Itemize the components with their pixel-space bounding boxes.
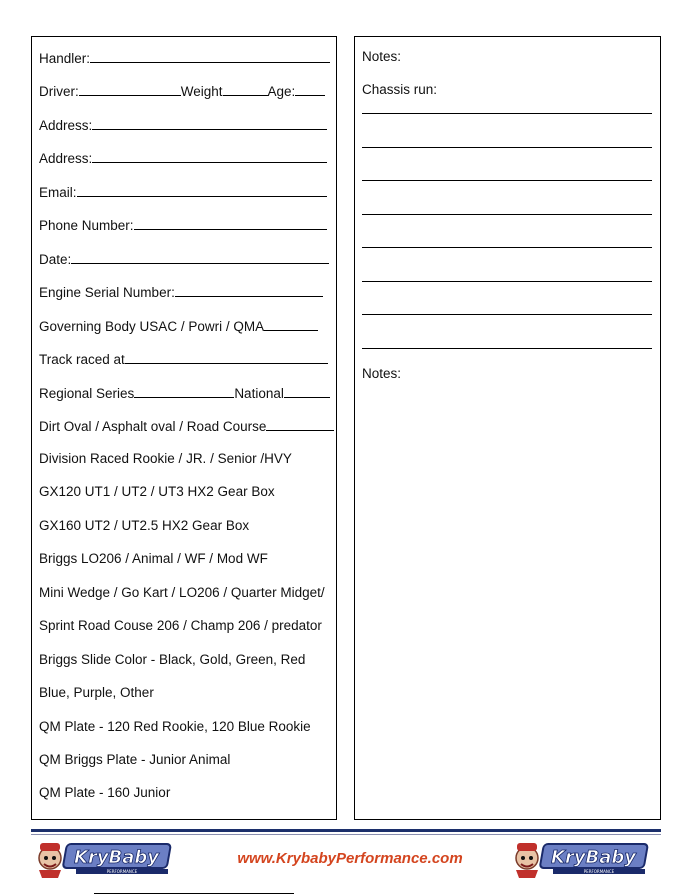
date-field <box>39 250 329 266</box>
handler-field <box>39 49 330 65</box>
notes-label: Notes: <box>362 49 402 64</box>
field-label: Driver: <box>39 84 79 99</box>
chassis-line[interactable] <box>362 348 652 349</box>
address-field <box>39 149 327 165</box>
phone-field <box>39 216 327 232</box>
field-label: Dirt Oval / Asphalt oval / Road Course <box>39 419 267 434</box>
slide-color-line: Briggs Slide Color - Black, Gold, Green, Red <box>39 652 306 667</box>
logo-text: KryBaby <box>551 847 637 868</box>
driver-info-panel <box>31 36 337 820</box>
blank-line[interactable] <box>77 183 327 197</box>
series-field <box>39 384 330 400</box>
qm-plate-160-line: QM Plate - 160 Junior <box>39 785 171 800</box>
blank-line[interactable] <box>92 116 327 130</box>
notes-label: Notes: <box>362 366 402 381</box>
field-label: Phone Number: <box>39 218 134 233</box>
field-label: Email: <box>39 185 77 200</box>
field-label: Address: <box>39 118 93 133</box>
field-label: Governing Body USAC / Powri / QMA <box>39 319 265 334</box>
weight-label: Weight <box>180 84 223 99</box>
blank-line[interactable] <box>134 384 234 398</box>
driver-field <box>39 82 325 98</box>
sprint-line: Sprint Road Couse 206 / Champ 206 / predator <box>39 618 322 633</box>
division-line: Division Raced Rookie / JR. / Senior /HVY <box>39 451 292 466</box>
blank-line[interactable] <box>79 82 181 96</box>
field-label: Handler: <box>39 51 91 66</box>
krybaby-logo-graphic <box>34 838 176 880</box>
notes-panel <box>354 36 661 820</box>
chassis-line[interactable] <box>362 281 652 282</box>
blank-line[interactable] <box>92 149 327 163</box>
address-field <box>39 116 327 132</box>
logo-text: KryBaby <box>74 847 160 868</box>
gx120-line: GX120 UT1 / UT2 / UT3 HX2 Gear Box <box>39 484 275 499</box>
logo-subtext: PERFORMANCE <box>106 869 138 874</box>
blank-line[interactable] <box>90 49 330 63</box>
blank-line[interactable] <box>71 250 329 264</box>
signature-line[interactable] <box>94 893 294 894</box>
field-label: Date: <box>39 252 72 267</box>
blank-line[interactable] <box>264 317 318 331</box>
track-field <box>39 350 328 366</box>
gx160-line: GX160 UT2 / UT2.5 HX2 Gear Box <box>39 518 250 533</box>
field-label: Engine Serial Number: <box>39 285 175 300</box>
engine-serial-field <box>39 283 323 299</box>
krybaby-logo <box>511 838 653 880</box>
footer-divider-thin <box>31 834 661 835</box>
blank-line[interactable] <box>295 82 325 96</box>
slide-color-line-2: Blue, Purple, Other <box>39 685 154 700</box>
krybaby-logo <box>34 838 176 880</box>
governing-body-field <box>39 317 318 333</box>
field-label: Track raced at <box>39 352 125 367</box>
briggs-line: Briggs LO206 / Animal / WF / Mod WF <box>39 551 268 566</box>
chassis-line[interactable] <box>362 214 652 215</box>
age-label: Age: <box>267 84 296 99</box>
chassis-line[interactable] <box>362 147 652 148</box>
field-label: Address: <box>39 151 93 166</box>
chassis-line[interactable] <box>362 314 652 315</box>
blank-line[interactable] <box>284 384 330 398</box>
blank-line[interactable] <box>175 283 323 297</box>
qm-plate-line: QM Plate - 120 Red Rookie, 120 Blue Rookie <box>39 719 311 734</box>
email-field <box>39 183 327 199</box>
website-url[interactable]: www.KrybabyPerformance.com <box>237 850 463 867</box>
field-label: Regional Series <box>39 386 135 401</box>
logo-subtext: PERFORMANCE <box>583 869 615 874</box>
national-label: National <box>234 386 284 401</box>
blank-line[interactable] <box>266 417 334 431</box>
footer-divider <box>31 829 661 832</box>
qm-briggs-plate-line: QM Briggs Plate - Junior Animal <box>39 752 231 767</box>
chassis-line[interactable] <box>362 247 652 248</box>
chassis-line[interactable] <box>362 180 652 181</box>
chassis-run-label: Chassis run: <box>362 82 438 97</box>
blank-line[interactable] <box>125 350 328 364</box>
course-type-field <box>39 417 334 433</box>
blank-line[interactable] <box>134 216 327 230</box>
chassis-line[interactable] <box>362 113 652 114</box>
mini-wedge-line: Mini Wedge / Go Kart / LO206 / Quarter Midget/ <box>39 585 325 600</box>
blank-line[interactable] <box>223 82 268 96</box>
krybaby-logo-graphic <box>511 838 653 880</box>
